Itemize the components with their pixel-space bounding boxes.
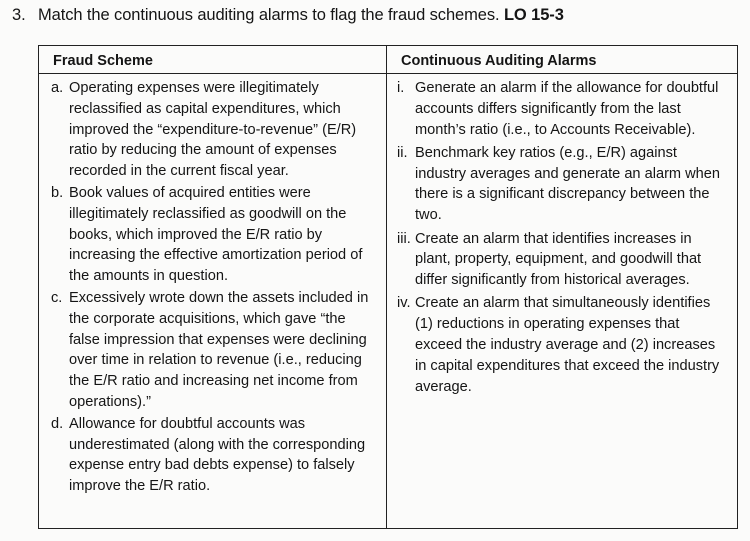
question-text: Match the continuous auditing alarms to flag the fraud schemes. bbox=[38, 6, 500, 24]
item-text: Operating expenses were illegitimately reclassified as capital expenditures, which improved the “expenditure-to-revenue” (E/R) ratio by reducing the amount of expenses recorded in the current fiscal year. bbox=[69, 80, 357, 180]
fraud-scheme-item-b bbox=[39, 183, 386, 287]
table-body-row bbox=[39, 74, 738, 529]
learning-objective: LO 15-3 bbox=[503, 6, 564, 24]
item-text: Allowance for doubtful accounts was underestimated (along with the corresponding expense entry bad debts expense) to falsely improve the E/R ratio. bbox=[69, 415, 366, 495]
item-marker: d. bbox=[51, 415, 64, 432]
alarms-header: Continuous Auditing Alarms bbox=[387, 46, 738, 74]
question-number: 3. bbox=[12, 6, 26, 24]
item-text: Benchmark key ratios (e.g., E/R) against industry averages and generate an alarm when there is a significant discrepancy between the two. bbox=[415, 144, 721, 224]
item-text: Generate an alarm if the allowance for doubtful accounts differs significantly from the last month’s ratio (i.e., to Accounts Receivable). bbox=[415, 80, 719, 138]
item-text: Create an alarm that identifies increases in plant, property, equipment, and goodwill that differ significantly from historical averages. bbox=[415, 230, 702, 289]
item-text: Book values of acquired entities were illegitimately reclassified as goodwill on the books, which improved the E/R ratio by increasing the effective amortization period of the amounts in question. bbox=[69, 184, 363, 285]
alarm-item-ii bbox=[387, 143, 737, 226]
fraud-scheme-column bbox=[39, 74, 387, 529]
item-marker: c. bbox=[51, 289, 63, 306]
table-header-row bbox=[39, 46, 738, 74]
fraud-scheme-list bbox=[39, 74, 386, 497]
question-heading bbox=[12, 6, 564, 25]
fraud-scheme-item-d bbox=[39, 414, 386, 497]
item-marker: iii. bbox=[397, 230, 411, 247]
alarm-item-iii bbox=[387, 229, 737, 291]
item-text: Create an alarm that simultaneously identifies (1) reductions in operating expenses that exceed the industry average and (2) increases in capital expenditures that exceed the industry average. bbox=[415, 295, 720, 395]
item-marker: b. bbox=[51, 184, 64, 201]
alarms-column bbox=[387, 74, 738, 529]
fraud-scheme-item-a bbox=[39, 78, 386, 182]
item-marker: i. bbox=[397, 80, 405, 96]
alarm-item-iv bbox=[387, 293, 737, 397]
item-marker: iv. bbox=[397, 295, 411, 312]
item-text: Excessively wrote down the assets included in the corporate acquisitions, which gave “the false impression that expenses were declining over time in relation to revenue (i.e., reducing the E/R ratio and increasing net income from operations).” bbox=[69, 289, 369, 410]
fraud-scheme-header: Fraud Scheme bbox=[39, 46, 387, 74]
alarm-list bbox=[387, 74, 737, 397]
matching-table bbox=[38, 45, 738, 529]
item-marker: ii. bbox=[397, 144, 408, 161]
item-marker: a. bbox=[51, 80, 64, 96]
fraud-scheme-item-c bbox=[39, 288, 386, 413]
alarm-item-i bbox=[387, 78, 737, 140]
